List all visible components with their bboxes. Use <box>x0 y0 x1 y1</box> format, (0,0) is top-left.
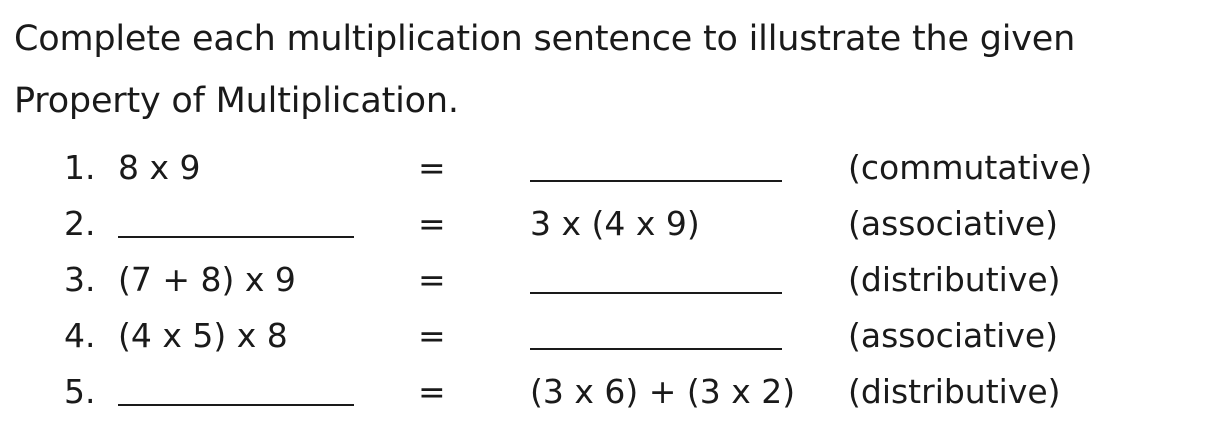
equals-sign: = <box>418 148 446 187</box>
blank-line <box>118 236 354 238</box>
blank-line <box>118 404 354 406</box>
instructions-text: Complete each multiplication sentence to illustrate the given Property of Multiplication. <box>14 19 1076 121</box>
problem-row-2 <box>0 196 1222 252</box>
property-label: (commutative) <box>848 148 1093 187</box>
problem-row-5 <box>0 364 1222 420</box>
right-expression: (3 x 6) + (3 x 2) <box>530 372 796 411</box>
problem-row-1 <box>0 140 1222 196</box>
problem-row-3 <box>0 252 1222 308</box>
left-expression: 8 x 9 <box>118 148 201 187</box>
property-label: (distributive) <box>848 372 1061 411</box>
left-expression: (7 + 8) x 9 <box>118 260 296 299</box>
problem-number: 4. <box>64 316 96 355</box>
equals-sign: = <box>418 204 446 243</box>
right-expression: 3 x (4 x 9) <box>530 204 700 243</box>
blank-line <box>530 180 782 182</box>
equals-sign: = <box>418 260 446 299</box>
left-expression: (4 x 5) x 8 <box>118 316 288 355</box>
property-label: (distributive) <box>848 260 1061 299</box>
problem-number: 1. <box>64 148 96 187</box>
property-label: (associative) <box>848 316 1059 355</box>
problem-number: 3. <box>64 260 96 299</box>
problem-number: 5. <box>64 372 96 411</box>
property-label: (associative) <box>848 204 1059 243</box>
blank-line <box>530 348 782 350</box>
blank-line <box>530 292 782 294</box>
problem-number: 2. <box>64 204 96 243</box>
problem-row-4 <box>0 308 1222 364</box>
equals-sign: = <box>418 372 446 411</box>
equals-sign: = <box>418 316 446 355</box>
